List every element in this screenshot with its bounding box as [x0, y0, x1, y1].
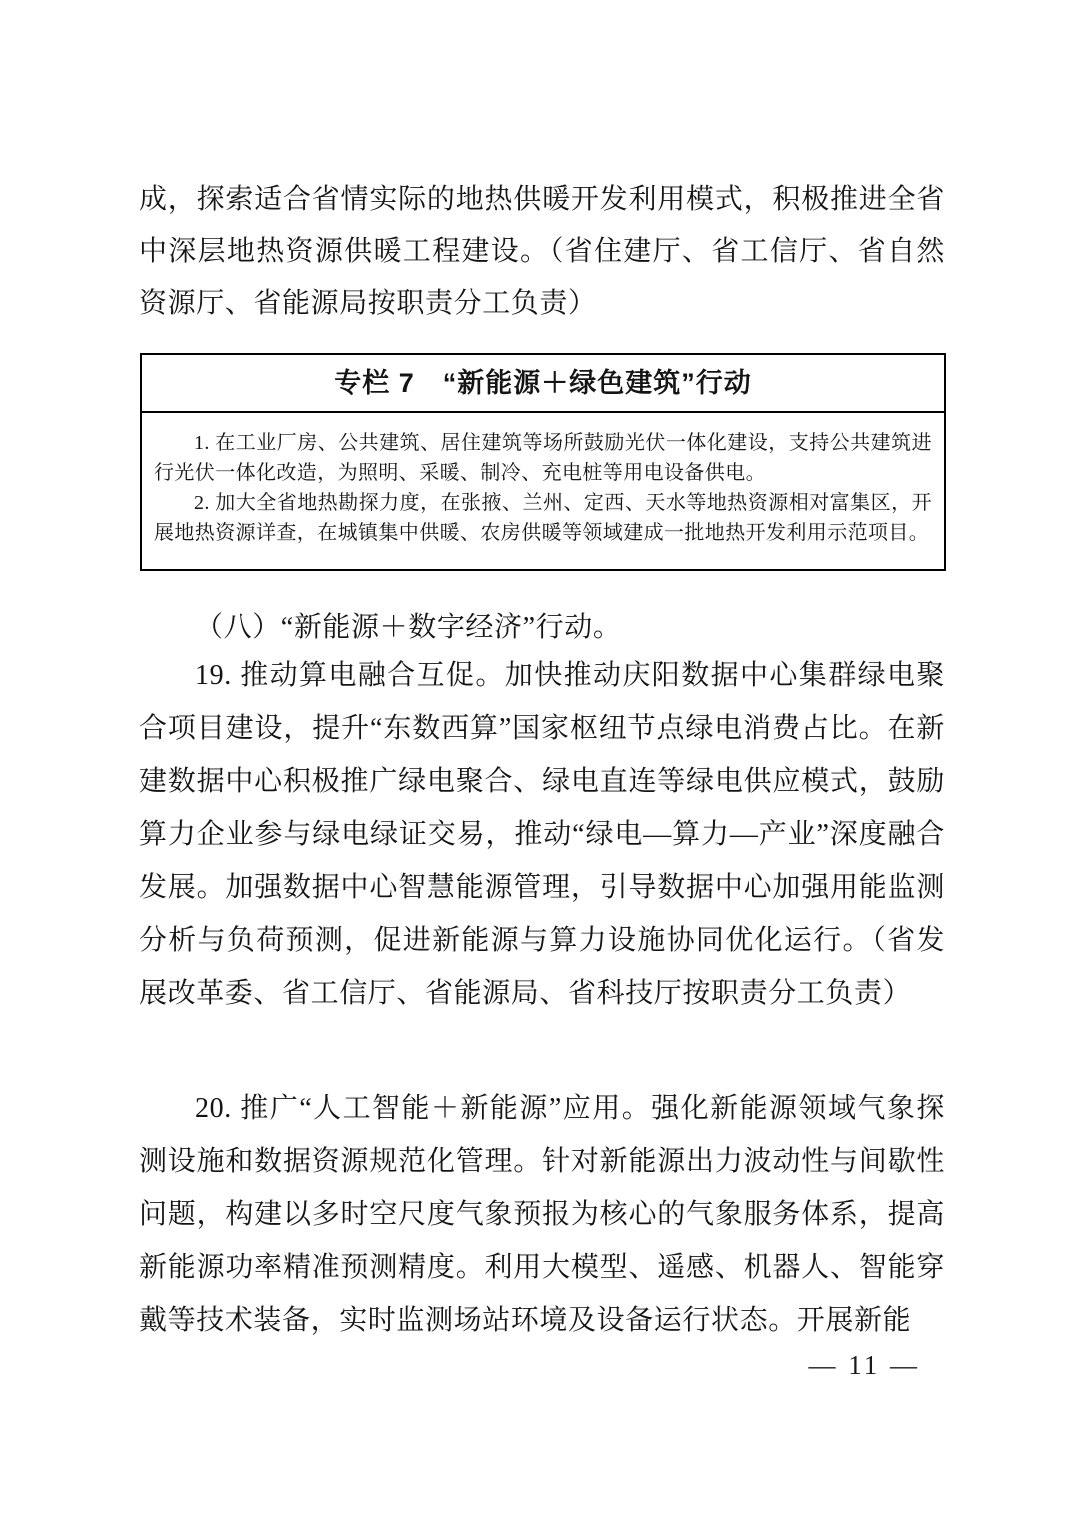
special-column-box-title: 专栏 7 “新能源＋绿色建筑”行动 — [142, 355, 944, 413]
section-heading-8: （八）“新能源＋数字经济”行动。 — [195, 612, 622, 643]
page-number: — 11 — — [808, 1350, 920, 1380]
paragraph-20: 20. 推广“人工智能＋新能源”应用。强化新能源领域气象探测设施和数据资源规范化管理。针对新能源出力波动性与间歇性问题，构建以多时空尺度气象预报为核心的气象服务体系，提高新能源功率精准预测精度。利用大模型、遥感、机器人、智能穿戴等技术装备，实时监测场站环境及设备运行状态。开展新能 — [139, 1093, 945, 1336]
paragraph-continuation: 成，探索适合省情实际的地热供暖开发利用模式，积极推进全省中深层地热资源供暖工程建设。（省住建厅、省工信厅、省自然资源厅、省能源局按职责分工负责） — [139, 184, 945, 319]
special-column-box-body — [142, 413, 944, 548]
paragraph-19: 19. 推动算电融合互促。加快推动庆阳数据中心集群绿电聚合项目建设，提升“东数西算”国家枢纽节点绿电消费占比。在新建数据中心积极推广绿电聚合、绿电直连等绿电供应模式，鼓励算力企业参与绿电绿证交易，推动“绿电—算力—产业”深度融合发展。加强数据中心智慧能源管理，引导数据中心加强用能监测分析与负荷预测，促进新能源与算力设施协同优化运行。（省发展改革委、省工信厅、省能源局、省科技厅按职责分工负责） — [139, 660, 945, 1009]
box-item-1: 1. 在工业厂房、公共建筑、居住建筑等场所鼓励光伏一体化建设，支持公共建筑进行光伏一体化改造，为照明、采暖、制冷、充电桩等用电设备供电。 — [154, 432, 932, 484]
special-column-box — [140, 353, 946, 571]
box-item-2: 2. 加大全省地热勘探力度，在张掖、兰州、定西、天水等地热资源相对富集区，开展地热资源详查，在城镇集中供暖、农房供暖等领域建成一批地热开发利用示范项目。 — [154, 492, 932, 544]
